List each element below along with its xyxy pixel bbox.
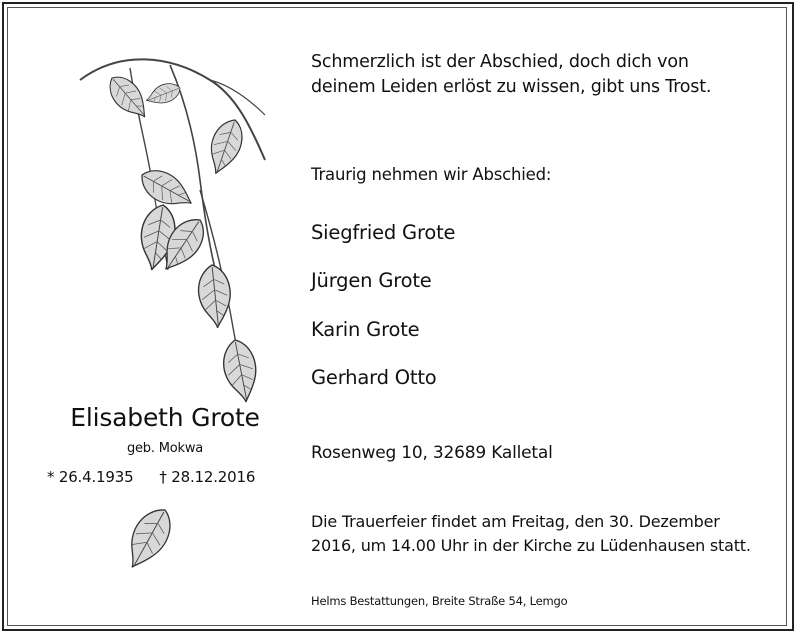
birth-date: * 26.4.1935: [47, 468, 134, 486]
life-dates: [47, 468, 255, 486]
undertaker-info: Helms Bestattungen, Breite Straße 54, Lemgo: [311, 594, 568, 608]
verse-line: Schmerzlich ist der Abschied, doch dich von: [311, 52, 689, 72]
mourner-name: Siegfried Grote: [311, 221, 456, 244]
family-address: Rosenweg 10, 32689 Kalletal: [311, 443, 553, 463]
funeral-service-info: [311, 510, 751, 558]
verse-line: deinem Leiden erlöst zu wissen, gibt uns Trost.: [311, 77, 712, 97]
mourner-name: Jürgen Grote: [311, 269, 432, 292]
verse: [311, 50, 711, 100]
mourner-name: Karin Grote: [311, 318, 420, 341]
service-line: Die Trauerfeier findet am Freitag, den 30. Dezember: [311, 512, 720, 531]
birch-branch-icon: [60, 40, 340, 440]
death-date: † 28.12.2016: [159, 468, 256, 486]
falling-leaf-icon: [125, 500, 195, 590]
mourner-name: Gerhard Otto: [311, 366, 437, 389]
maiden-name: geb. Mokwa: [126, 441, 204, 456]
mourning-intro: Traurig nehmen wir Abschied:: [311, 165, 552, 184]
deceased-name: Elisabeth Grote: [70, 403, 260, 432]
service-line: 2016, um 14.00 Uhr in der Kirche zu Lüdenhausen statt.: [311, 536, 751, 555]
